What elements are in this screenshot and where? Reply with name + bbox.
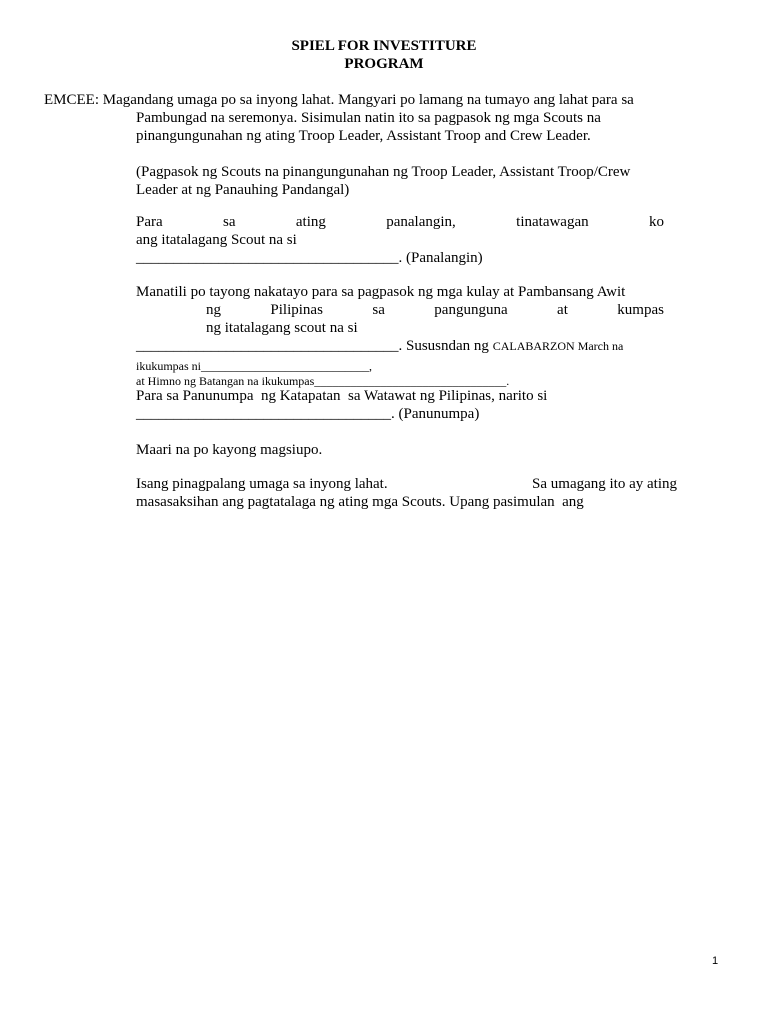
greeting-line1-left: Isang pinagpalang umaga sa inyong lahat. (136, 476, 388, 492)
colors-line4-small: CALABARZON March na (492, 339, 624, 353)
seated-line: Maari na po kayong magsiupo. (136, 442, 323, 458)
document-title-line1: SPIEL FOR INVESTITURE (291, 38, 477, 54)
colors-line5: ikukumpas ni____________________________, (136, 359, 372, 373)
prayer-line2: ang itatalagang Scout na si (136, 232, 297, 248)
colors-line1: Manatili po tayong nakatayo para sa pagpasok ng mga kulay at Pambansang Awit (136, 284, 626, 300)
prayer-word: sa (223, 214, 236, 230)
colors-word: sa (372, 302, 385, 318)
colors-word: at (557, 302, 568, 318)
colors-line8: __________________________________. (Panunumpa) (136, 406, 480, 422)
greeting-line2: masasaksihan ang pagtatalaga ng ating mga Scouts. Upang pasimulan ang (136, 494, 584, 510)
emcee-paragraph-line2: Pambungad na seremonya. Sisimulan natin ito sa pagpasok ng mga Scouts na (136, 110, 601, 126)
colors-line7: Para sa Panunumpa ng Katapatan sa Watawat ng Pilipinas, narito si (136, 388, 548, 404)
prayer-word: ating (295, 214, 326, 230)
prayer-line3: ___________________________________. (Panalangin) (136, 250, 483, 266)
page-number: 1 (712, 955, 719, 967)
greeting-line1 (136, 475, 677, 493)
prayer-line1 (136, 213, 664, 231)
document-title-line2: PROGRAM (344, 56, 424, 72)
prayer-word: ko (648, 214, 664, 230)
colors-line2 (206, 301, 664, 319)
prayer-word: Para (136, 214, 163, 230)
entrance-note-line1: (Pagpasok ng Scouts na pinangungunahan ng Troop Leader, Assistant Troop/Crew (136, 164, 631, 180)
greeting-line1-right: Sa umagang ito ay ating (532, 476, 677, 492)
colors-word: kumpas (617, 302, 664, 318)
colors-line4 (136, 337, 623, 355)
emcee-paragraph-line1: EMCEE: Magandang umaga po sa inyong lahat. Mangyari po lamang na tumayo ang lahat para sa (44, 92, 634, 108)
prayer-word: panalangin, (386, 214, 456, 230)
colors-line6: at Himno ng Batangan na ikukumpas________________________________. (136, 374, 510, 388)
emcee-paragraph-line3: pinangungunahan ng ating Troop Leader, Assistant Troop and Crew Leader. (136, 128, 591, 144)
colors-word: pangunguna (434, 302, 508, 318)
prayer-word: tinatawagan (516, 214, 589, 230)
colors-word: ng (206, 302, 221, 318)
entrance-note-line2: Leader at ng Panauhing Pandangal) (136, 182, 350, 198)
colors-word: Pilipinas (270, 302, 323, 318)
colors-line4-main: ___________________________________. Sususndan ng (136, 338, 493, 354)
colors-line3: ng itatalagang scout na si (206, 320, 358, 336)
